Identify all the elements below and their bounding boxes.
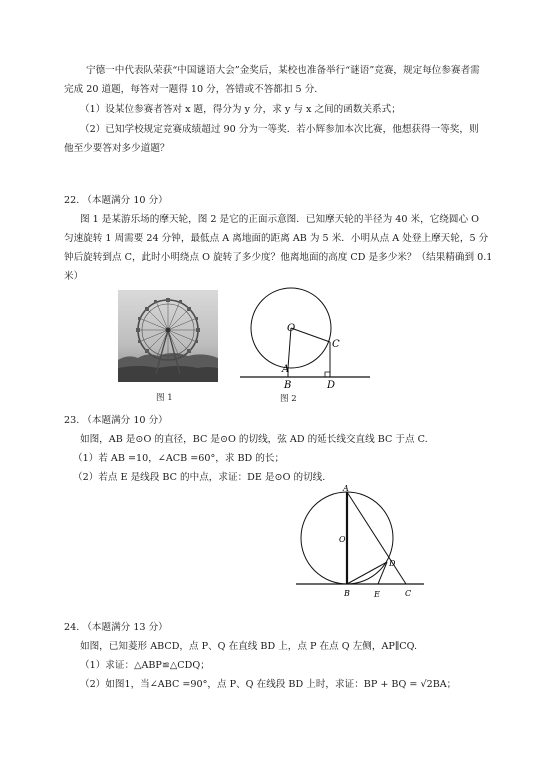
q22-line-2: 匀速旋转 1 周需要 24 分钟，最低点 A 离地面的距离 AB 为 5 米．小明从点 A 处登上摩天轮，5 分 <box>64 233 489 244</box>
q21-line-2: 完成 20 道题，每答对一题得 10 分，答错或不答都扣 5 分. <box>64 84 318 95</box>
label-C: C <box>332 339 340 350</box>
q22-line-3: 钟后旋转到点 C，此时小明绕点 O 旋转了多少度？他离地面的高度 CD 是多少米？（结果精确到 0.1 <box>64 252 493 263</box>
q23-label-E: E <box>374 590 380 599</box>
q22-line-1: 图 1 是某游乐场的摩天轮，图 2 是它的正面示意图．已知摩天轮的半径为 40 米，它绕圆心 O <box>80 214 480 225</box>
label-O: O <box>287 323 296 334</box>
q24-heading: 24. （本题满分 13 分） <box>64 622 168 633</box>
q21-line-1: 宁德一中代表队荣获“中国谜语大会”金奖后，某校也准备举行“谜语”竞赛，规定每位参赛者需 <box>86 65 480 76</box>
q24-line-2: （1）求证：△ABP≌△CDQ； <box>80 660 210 671</box>
q23-label-O: O <box>339 535 346 544</box>
q23-label-A: A <box>343 484 349 493</box>
label-B: B <box>284 380 292 391</box>
label-D: D <box>327 380 336 391</box>
ferris-wheel-diagram <box>236 286 372 394</box>
circle-tangent-diagram <box>292 482 426 602</box>
label-A: A <box>282 364 290 375</box>
q23-heading: 23. （本题满分 10 分） <box>64 415 168 426</box>
q24-line-3: （2）如图1，当∠ABC =90°，点 P、Q 在线段 BD 上时，求证：BP + BQ = √2BA； <box>80 679 457 690</box>
q24-line-1: 如图，已知菱形 ABCD，点 P、Q 在直线 BD 上，点 P 在点 Q 左侧，AP∥CQ. <box>80 641 418 652</box>
q23-line-2: （1）若 AB =10，∠ACB =60°，求 BD 的长； <box>73 453 285 464</box>
q23-label-D: D <box>389 559 396 568</box>
q21-line-4: （2）已知学校规定竞赛成绩超过 90 分为一等奖．若小辉参加本次比赛，他想获得一等奖，则 <box>80 124 479 135</box>
q23-line-3: （2）若点 E 是线段 BC 的中点，求证：DE 是⊙O 的切线. <box>73 472 326 483</box>
q22-line-4: 米） <box>64 271 84 282</box>
q22-heading: 22. （本题满分 10 分） <box>64 195 168 206</box>
q23-label-B: B <box>344 589 350 598</box>
q23-label-C: C <box>405 589 412 598</box>
figure-1-caption: 图 1 <box>156 393 173 403</box>
q23-line-1: 如图，AB 是⊙O 的直径，BC 是⊙O 的切线，弦 AD 的延长线交直线 BC 于点 C. <box>80 434 428 445</box>
q21-line-5: 他至少要答对多少道题？ <box>64 143 170 154</box>
ferris-wheel-photo <box>118 290 218 382</box>
q21-line-3: （1）设某位参赛者答对 x 题，得分为 y 分，求 y 与 x 之间的函数关系式； <box>80 104 401 115</box>
figure-2-caption: 图 2 <box>280 394 297 404</box>
